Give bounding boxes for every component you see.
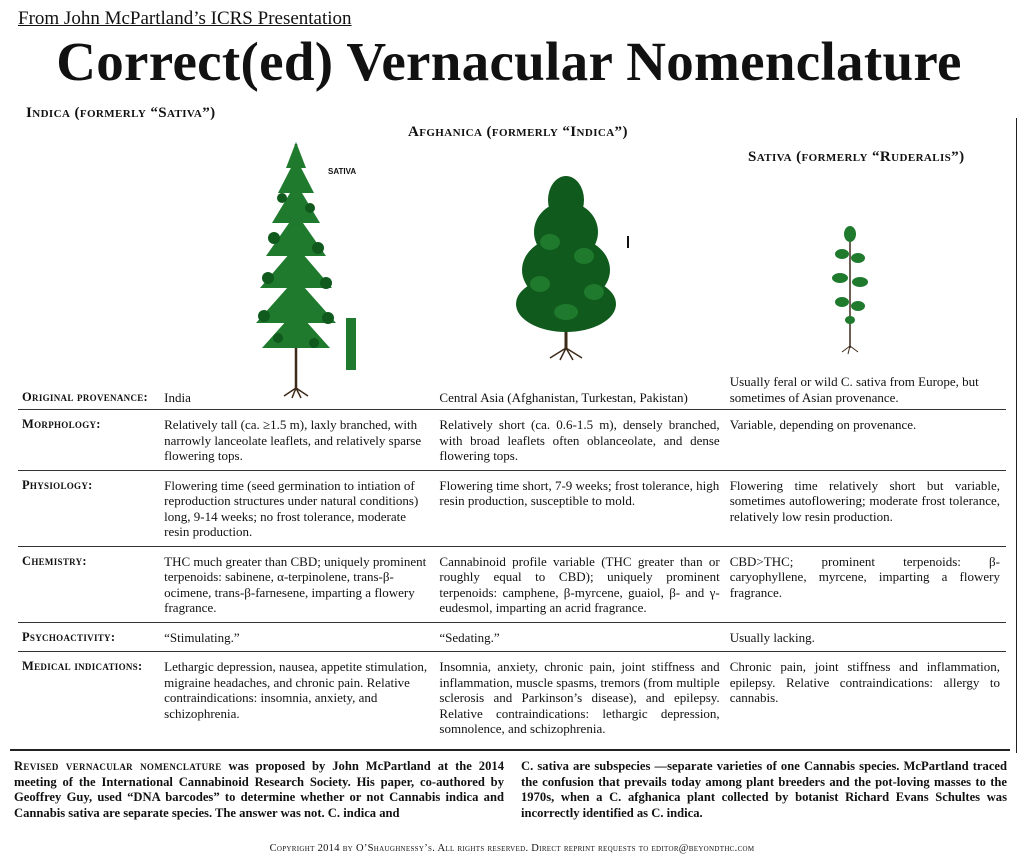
cell-medical-sativa: Chronic pain, joint stiffness and inflammation, epilepsy. Relative contraindications: allergy to cannabis. bbox=[726, 652, 1006, 743]
cell-psychoactivity-sativa: Usually lacking. bbox=[726, 622, 1006, 652]
source-credit: From John McPartland’s ICRS Presentation bbox=[18, 8, 352, 29]
footer-left-text: was proposed by John McPartland at the 2014 meeting of the International Cannabinoid Research Society. His paper, co-authored by Geoffrey Guy, used “DNA barcodes” to determine whether or not Cannabis indica and Cannabis sativa are separate species. The answer was not. C. indica and bbox=[14, 759, 504, 820]
afghanica-tree-illustration bbox=[510, 172, 630, 364]
comparison-table bbox=[18, 374, 1006, 743]
table-row-provenance bbox=[18, 374, 1006, 410]
cell-chemistry-indica: THC much greater than CBD; uniquely prominent terpenoids: sabinene, α-terpinolene, trans-β-ocimene, trans-β-farnesene, imparting a flowery fragrance. bbox=[160, 546, 435, 622]
page-title: Correct(ed) Vernacular Nomenclature bbox=[56, 31, 962, 92]
footer-paragraph-right: C. sativa are subspecies —separate varieties of one Cannabis species. McPartland traced the confusion that prevails today among plant breeders and the pot-loving masses to the 1970s, when a C. afghanica plant collected by botanist Richard Evans Schultes was incorrectly identified as C. indica. bbox=[521, 759, 1007, 820]
cell-physiology-indica: Flowering time (seed germination to intiation of reproduction structures under natural conditions) long, 9-14 weeks; no frost tolerance, moderate resin production. bbox=[160, 470, 435, 546]
cell-morphology-sativa: Variable, depending on provenance. bbox=[726, 410, 1006, 471]
cell-provenance-indica: India bbox=[164, 389, 191, 405]
table-row-psychoactivity bbox=[18, 622, 1006, 652]
cell-morphology-afghanica: Relatively short (ca. 0.6-1.5 m), densely branched, with broad leaflets often oblanceolate, and dense flowering tops. bbox=[435, 410, 725, 471]
cell-chemistry-afghanica: Cannabinoid profile variable (THC greater than or roughly equal to CBD); uniquely prominent terpenoids: camphene, β-myrcene, guaiol, β- and γ-eudesmol, imparting an acrid fragrance. bbox=[435, 546, 725, 622]
cell-psychoactivity-indica: “Stimulating.” bbox=[160, 622, 435, 652]
footer-paragraph-left bbox=[14, 759, 504, 821]
cell-physiology-sativa: Flowering time relatively short but variable, sometimes autoflowering; moderate frost tolerance, relatively low resin production. bbox=[726, 470, 1006, 546]
row-label-medical: Medical indications: bbox=[18, 652, 160, 743]
right-border-rule bbox=[1016, 118, 1017, 753]
table-row-morphology bbox=[18, 410, 1006, 471]
row-label-provenance: Original provenance: bbox=[22, 389, 149, 404]
table-row-medical bbox=[18, 652, 1006, 743]
row-label-physiology: Physiology: bbox=[18, 470, 160, 546]
cell-morphology-indica: Relatively tall (ca. ≥1.5 m), laxly branched, with narrowly lanceolate leaflets, and relatively sparse flowering tops. bbox=[160, 410, 435, 471]
footer-divider bbox=[10, 749, 1010, 751]
cell-physiology-afghanica: Flowering time short, 7-9 weeks; frost tolerance, high resin production, susceptible to mold. bbox=[435, 470, 725, 546]
row-label-chemistry: Chemistry: bbox=[18, 546, 160, 622]
table-row-chemistry bbox=[18, 546, 1006, 622]
cell-provenance-sativa: Usually feral or wild C. sativa from Europe, but sometimes of Asian provenance. bbox=[729, 374, 979, 405]
column-heading-indica: Indica (formerly “Sativa”) bbox=[26, 105, 216, 121]
cell-chemistry-sativa: CBD>THC; prominent terpenoids: β-caryophyllene, myrcene, imparting a flowery fragrance. bbox=[726, 546, 1006, 622]
table-row-physiology bbox=[18, 470, 1006, 546]
footer-lead-in: Revised vernacular nomenclature bbox=[14, 759, 222, 773]
cell-psychoactivity-afghanica: “Sedating.” bbox=[435, 622, 725, 652]
copyright-line: Copyright 2014 by O’Shaughnessy’s. All rights reserved. Direct reprint requests to editor@beyondthc.com bbox=[269, 843, 755, 854]
sativa-plant-illustration bbox=[826, 224, 874, 356]
row-label-morphology: Morphology: bbox=[18, 410, 160, 471]
cell-provenance-afghanica: Central Asia (Afghanistan, Turkestan, Pakistan) bbox=[439, 389, 688, 405]
row-label-psychoactivity: Psychoactivity: bbox=[18, 622, 160, 652]
column-heading-sativa: Sativa (formerly “Ruderalis”) bbox=[748, 149, 965, 165]
column-heading-afghanica: Afghanica (formerly “Indica”) bbox=[408, 124, 628, 140]
tree-label: SATIVA bbox=[328, 167, 357, 176]
indica-tree-illustration bbox=[248, 138, 360, 400]
cell-medical-afghanica: Insomnia, anxiety, chronic pain, joint stiffness and inflammation, muscle spasms, tremors (from multiple sclerosis and Parkinson’s disease), and epilepsy. Relative contraindications: lethargic depression, somnolence, and schizophrenia. bbox=[435, 652, 725, 743]
cell-medical-indica: Lethargic depression, nausea, appetite stimulation, migraine headaches, and chronic pain. Relative contraindications: insomnia, anxiety, and schizophrenia. bbox=[160, 652, 435, 743]
